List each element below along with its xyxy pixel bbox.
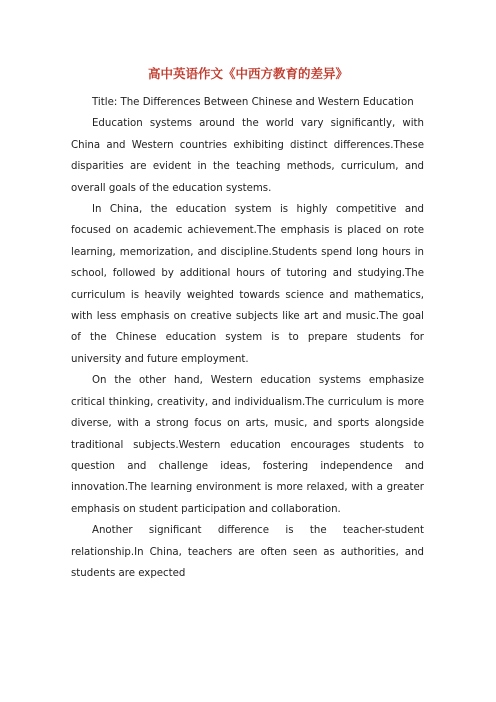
document-heading: 高中英语作文《中西方教育的差异》 [147,66,348,81]
paragraph-western: On the other hand, Western education systems emphasize critical thinking, creativity, and individualism.The curriculum is more diverse, with a strong focus on arts, music, and sports alongside traditional subjects.Western education encourages students to question and challenge ideas, fostering independence and innovation.The learning environment is more relaxed, with a greater emphasis on student participation and collaboration. [71,375,424,515]
essay-title: Title: The Differences Between Chinese and Western Education [92,97,414,108]
paragraph-teacher-student: Another significant difference is the teacher-student relationship.In China, teachers are often seen as authorities, and students are expected [71,525,424,579]
paragraph-intro: Education systems around the world vary significantly, with China and Western countries exhibiting distinct differences.These disparities are evident in the teaching methods, curriculum, and overall goals of the education systems. [71,118,424,194]
paragraph-china: In China, the education system is highly competitive and focused on academic achievement.The emphasis is placed on rote learning, memorization, and discipline.Students spend long hours in school, followed by additional hours of tutoring and studying.The curriculum is heavily weighted towards science and mathematics, with less emphasis on creative subjects like art and music.The goal of the Chinese education system is to prepare students for university and future employment. [71,204,424,365]
essay-body [71,92,424,584]
